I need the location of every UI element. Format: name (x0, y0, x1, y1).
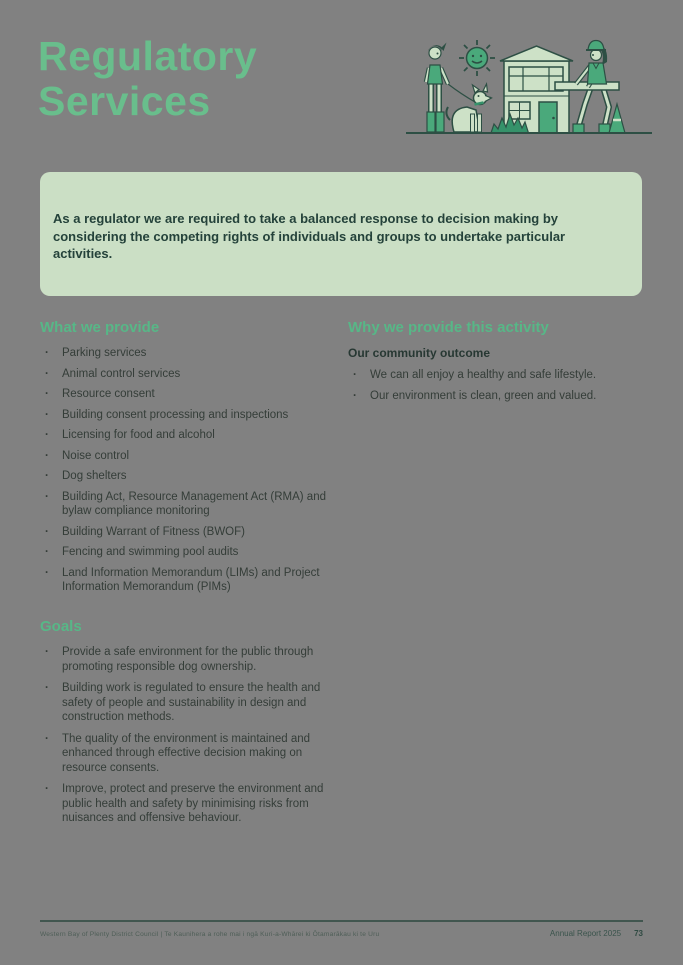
footer-divider (40, 920, 643, 922)
goals-heading: Goals (40, 618, 82, 635)
list-item: · Parking services (40, 346, 347, 361)
list-item: · Licensing for food and alcohol (40, 428, 347, 443)
list-item: · Fencing and swimming pool audits (40, 545, 347, 560)
community-outcome-list (348, 368, 673, 403)
list-item: · Building Warrant of Fitness (BWOF) (40, 525, 347, 540)
what-we-provide-heading: What we provide (40, 319, 160, 336)
footer-council-name: Western Bay of Plenty District Council | Te Kaunihera a rohe mai i ngā Kuri-a-Whārei ki Ōtamarākau ki te Uru (40, 931, 380, 938)
footer-report-title: Annual Report 2025 (549, 929, 622, 938)
footer-report-info (550, 929, 643, 938)
dog-icon (446, 84, 491, 132)
list-item: · Provide a safe environment for the public through promoting responsible dog ownership. (40, 645, 347, 674)
list-item: · Noise control (40, 449, 347, 464)
list-item: · Dog shelters (40, 469, 347, 484)
list-item: · Building consent processing and inspections (40, 408, 347, 423)
list-item: · Animal control services (40, 367, 347, 382)
page-title-line2: Services (38, 78, 211, 124)
what-we-provide-list (40, 346, 347, 595)
hard-hat (588, 41, 604, 51)
list-item: · Resource consent (40, 387, 347, 402)
footer (40, 929, 643, 938)
section-why-we-provide (348, 319, 673, 409)
list-item: · Land Information Memorandum (LIMs) and Project Information Memorandum (PIMs) (40, 566, 347, 595)
community-outcome-subheading: Our community outcome (348, 346, 491, 360)
page-title-line1: Regulatory (38, 33, 258, 79)
page-title (38, 34, 257, 124)
footer-page-number: 73 (634, 929, 643, 938)
section-what-we-provide (40, 319, 347, 601)
why-we-provide-heading: Why we provide this activity (348, 319, 549, 336)
sun-icon (459, 40, 495, 76)
section-goals (40, 618, 347, 833)
list-item: · We can all enjoy a healthy and safe lifestyle. (348, 368, 673, 383)
goals-list (40, 645, 347, 826)
list-item: · The quality of the environment is maintained and enhanced through effective decision making on resource consents. (40, 732, 347, 776)
intro-callout (40, 172, 642, 296)
intro-text: As a regulator we are required to take a balanced response to decision making by considering the competing rights of individuals and groups to undertake particular activities. (53, 211, 566, 261)
list-item: · Our environment is clean, green and valued. (348, 389, 673, 404)
list-item: · Improve, protect and preserve the environment and public health and safety by minimising risks from nuisances and offensive behaviour. (40, 782, 347, 826)
community-illustration (403, 32, 655, 138)
list-item: · Building work is regulated to ensure the health and safety of people and sustainability in design and construction methods. (40, 681, 347, 725)
dog-leash (448, 84, 475, 102)
list-item: · Building Act, Resource Management Act (RMA) and bylaw compliance monitoring (40, 490, 347, 519)
